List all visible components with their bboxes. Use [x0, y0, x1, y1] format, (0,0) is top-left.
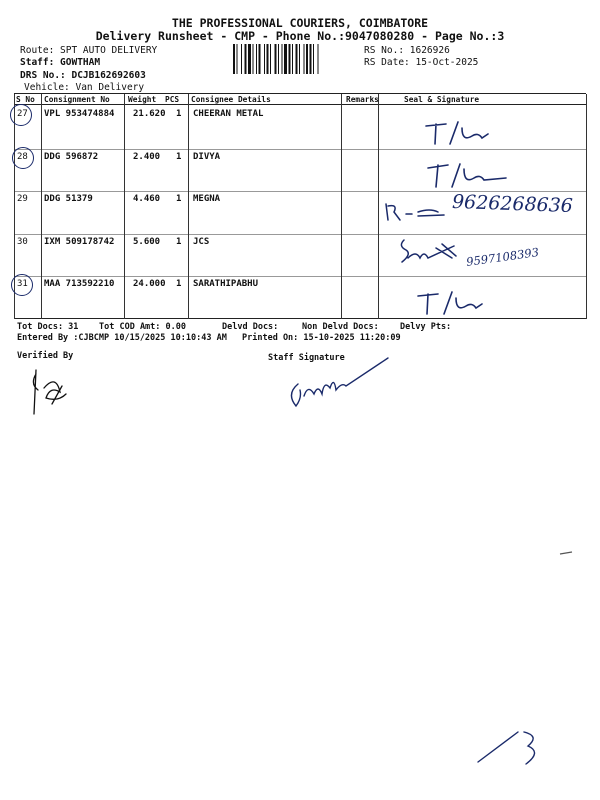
row-sno: 30 — [17, 237, 28, 247]
handwritten-signature-mark — [414, 288, 484, 316]
row-pcs: 1 — [176, 109, 182, 119]
col-divider — [586, 94, 587, 319]
drs-number: DRS No.: DCJB162692603 — [20, 70, 146, 81]
row-sno: 31 — [17, 279, 28, 289]
row-consignee: CHEERAN METAL — [193, 109, 264, 119]
handwritten-phone: 9597108393 — [465, 244, 540, 270]
runsheet-title: Delivery Runsheet - CMP - Phone No.:9047080280 - Page No.:3 — [95, 29, 505, 43]
row-sno: 29 — [17, 194, 28, 204]
row-sno: 28 — [17, 152, 28, 162]
delivery-points: Delvy Pts: — [400, 322, 452, 332]
table-bottom-border — [14, 318, 586, 319]
col-header-pcs: PCS — [165, 95, 180, 104]
col-header-consignment: Consignment No — [44, 95, 110, 104]
row-pcs: 1 — [176, 194, 182, 204]
staff-signature — [284, 354, 394, 414]
company-name: THE PROFESSIONAL COURIERS, COIMBATORE — [171, 16, 429, 30]
sno-circle-mark — [10, 104, 32, 126]
stray-pen-mark — [474, 722, 544, 772]
staff-signature-label: Staff Signature — [268, 353, 345, 363]
row-pcs: 1 — [176, 152, 182, 162]
barcode — [233, 44, 359, 74]
staff-label: Staff: GOWTHAM — [20, 57, 101, 68]
row-consignment: DDG 596872 — [44, 152, 99, 162]
row-weight: 4.460 — [133, 194, 161, 204]
handwritten-signature-mark — [424, 160, 514, 190]
row-consignee: SARATHIPABHU — [193, 279, 259, 289]
handwritten-signature-mark — [420, 118, 490, 148]
non-delivered-docs: Non Delvd Docs: — [302, 322, 379, 332]
sno-circle-mark — [11, 274, 33, 296]
row-consignment: DDG 51379 — [44, 194, 93, 204]
row-divider — [14, 149, 586, 150]
printed-on: Printed On: 15-10-2025 11:20:09 — [242, 333, 401, 343]
rs-date: RS Date: 15-Oct-2025 — [364, 57, 479, 68]
rs-number: RS No.: 1626926 — [364, 45, 450, 56]
col-header-weight: Weight — [128, 95, 157, 104]
col-header-sno: S No — [16, 95, 35, 104]
total-docs: Tot Docs: 31 — [17, 322, 79, 332]
row-consignment: VPL 953474884 — [44, 109, 115, 119]
row-consignee: JCS — [193, 237, 210, 247]
col-divider — [378, 94, 379, 319]
row-divider — [14, 234, 586, 235]
delivered-docs: Delvd Docs: — [222, 322, 279, 332]
row-consignment: IXM 509178742 — [44, 237, 115, 247]
row-consignment: MAA 713592210 — [44, 279, 115, 289]
handwritten-signature-mark — [382, 200, 452, 224]
row-weight: 5.600 — [133, 237, 161, 247]
row-sno: 27 — [17, 109, 28, 119]
stray-pen-mark — [558, 550, 574, 556]
vehicle-label: Vehicle: Van Delivery — [24, 82, 145, 93]
col-divider — [341, 94, 342, 319]
row-pcs: 1 — [176, 279, 182, 289]
col-header-consignee: Consignee Details — [191, 95, 271, 104]
row-weight: 24.000 — [133, 279, 166, 289]
col-divider — [188, 94, 189, 319]
row-consignee: DIVYA — [193, 152, 221, 162]
row-pcs: 1 — [176, 237, 182, 247]
table-header-border — [14, 104, 586, 105]
entered-by: Entered By :CJBCMP 10/15/2025 10:10:43 AM — [17, 333, 227, 343]
col-header-remarks: Remarks — [346, 95, 379, 104]
total-cod-amount: Tot COD Amt: 0.00 — [99, 322, 186, 332]
col-divider — [124, 94, 125, 319]
row-divider — [14, 276, 586, 277]
row-weight: 2.400 — [133, 152, 161, 162]
row-consignee: MEGNA — [193, 194, 221, 204]
handwritten-phone: 9626268636 — [451, 190, 574, 218]
route-label: Route: SPT AUTO DELIVERY — [20, 45, 158, 56]
verified-by-label: Verified By — [17, 351, 74, 361]
col-header-signature: Seal & Signature — [404, 95, 480, 104]
verified-by-signature — [26, 364, 76, 420]
sno-circle-mark — [12, 147, 34, 169]
handwritten-signature-mark — [396, 236, 466, 268]
col-divider — [41, 94, 42, 319]
row-weight: 21.620 — [133, 109, 166, 119]
table-top-border — [14, 93, 586, 94]
